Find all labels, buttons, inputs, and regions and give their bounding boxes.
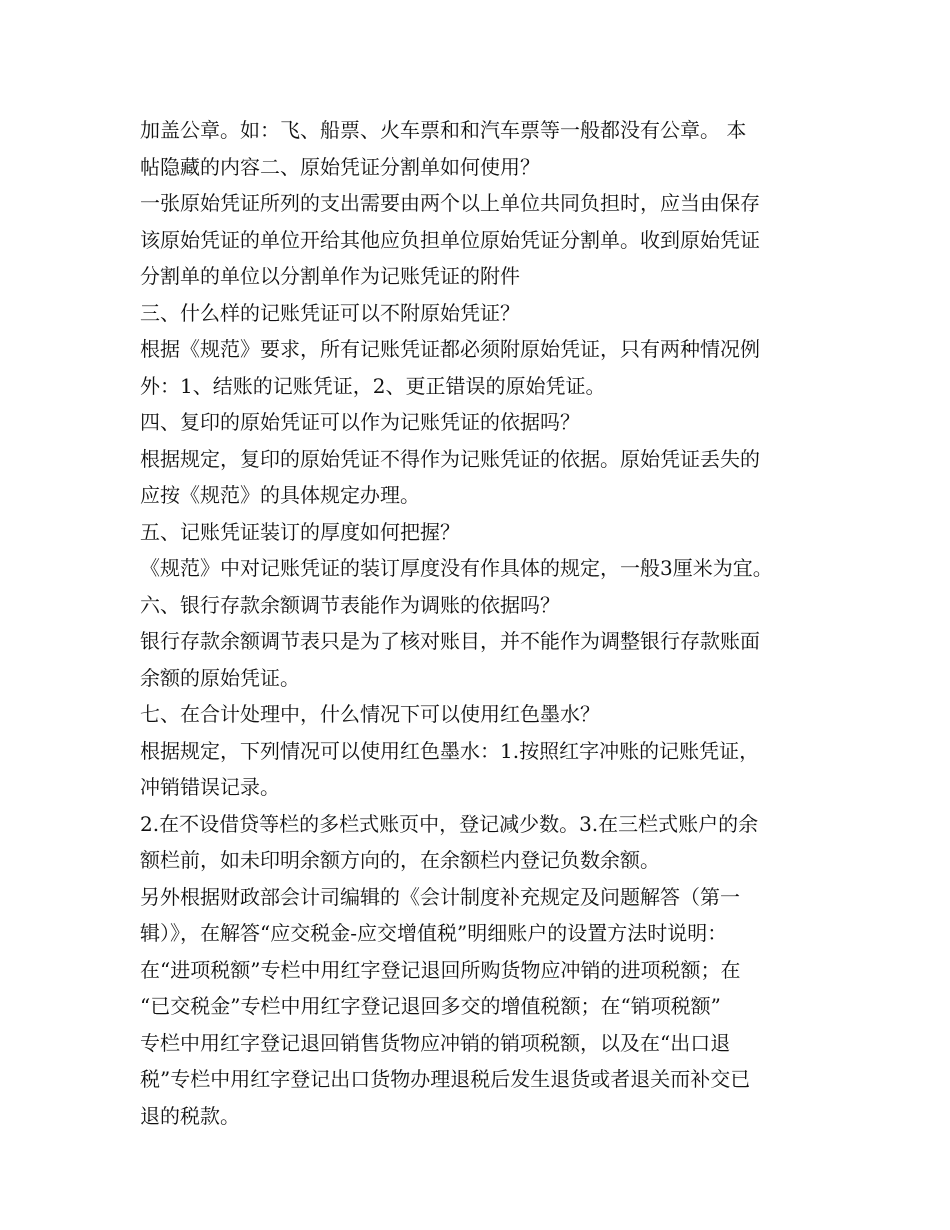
- section-heading: 七、在合计处理中，什么情况下可以使用红色墨水？: [140, 702, 600, 726]
- text-line: 《规范》中对记账凭证的装订厚度没有作具体的规定，一般3厘米为宜。: [140, 556, 773, 580]
- text-line: 加盖公章。如：飞、船票、火车票和和汽车票等一般都没有公章。 本: [140, 118, 747, 142]
- text-line: 另外根据财政部会计司编辑的《会计制度补充规定及问题解答（第一: [140, 884, 740, 909]
- text-line: 额栏前，如未印明余额方向的，在余额栏内登记负数余额。: [140, 848, 660, 872]
- text-line: 该原始凭证的单位开给其他应负担单位原始凭证分割单。收到原始凭证: [140, 227, 760, 252]
- section-heading: 三、什么样的记账凭证可以不附原始凭证？: [140, 300, 520, 325]
- text-line: 分割单的单位以分割单作为记账凭证的附件: [140, 264, 520, 288]
- text-line: 根据《规范》要求，所有记账凭证都必须附原始凭证，只有两种情况例: [140, 337, 760, 361]
- text-line: 税”专栏中用红字登记出口货物办理退税后发生退货或者退关而补交已: [140, 1067, 751, 1091]
- text-line: 冲销错误记录。: [140, 775, 280, 799]
- text-line: 帖隐藏的内容二、原始凭证分割单如何使用？: [140, 154, 540, 179]
- text-line: 根据规定，复印的原始凭证不得作为记账凭证的依据。原始凭证丢失的: [140, 446, 760, 471]
- text-line: 在“进项税额”专栏中用红字登记退回所购货物应冲销的进项税额；在: [140, 957, 741, 982]
- document-page: [140, 112, 830, 1134]
- text-line: 余额的原始凭证。: [140, 665, 300, 690]
- section-heading: 五、记账凭证装订的厚度如何把握？: [140, 519, 460, 544]
- text-line: 退的税款。: [140, 1103, 240, 1128]
- text-line: “已交税金”专栏中用红字登记退回多交的增值税额；在“销项税额”: [140, 994, 721, 1018]
- text-line: 应按《规范》的具体规定办理。: [140, 483, 420, 507]
- text-line: 银行存款余额调节表只是为了核对账目，并不能作为调整银行存款账面: [140, 629, 760, 653]
- text-line: 一张原始凭证所列的支出需要由两个以上单位共同负担时，应当由保存: [140, 191, 760, 215]
- text-line: 辑）》，在解答“应交税金-应交增值税”明细账户的设置方法时说明：: [140, 921, 728, 945]
- section-heading: 六、银行存款余额调节表能作为调账的依据吗？: [140, 592, 560, 617]
- text-line: 2.在不设借贷等栏的多栏式账页中，登记减少数。3.在三栏式账户的余: [140, 811, 759, 836]
- text-line: 外：1、结账的记账凭证，2、更正错误的原始凭证。: [140, 373, 606, 398]
- text-line: 根据规定，下列情况可以使用红色墨水：1.按照红字冲账的记账凭证，: [140, 738, 760, 763]
- section-heading: 四、复印的原始凭证可以作为记账凭证的依据吗？: [140, 410, 580, 434]
- text-line: 专栏中用红字登记退回销售货物应冲销的销项税额，以及在“出口退: [140, 1030, 731, 1055]
